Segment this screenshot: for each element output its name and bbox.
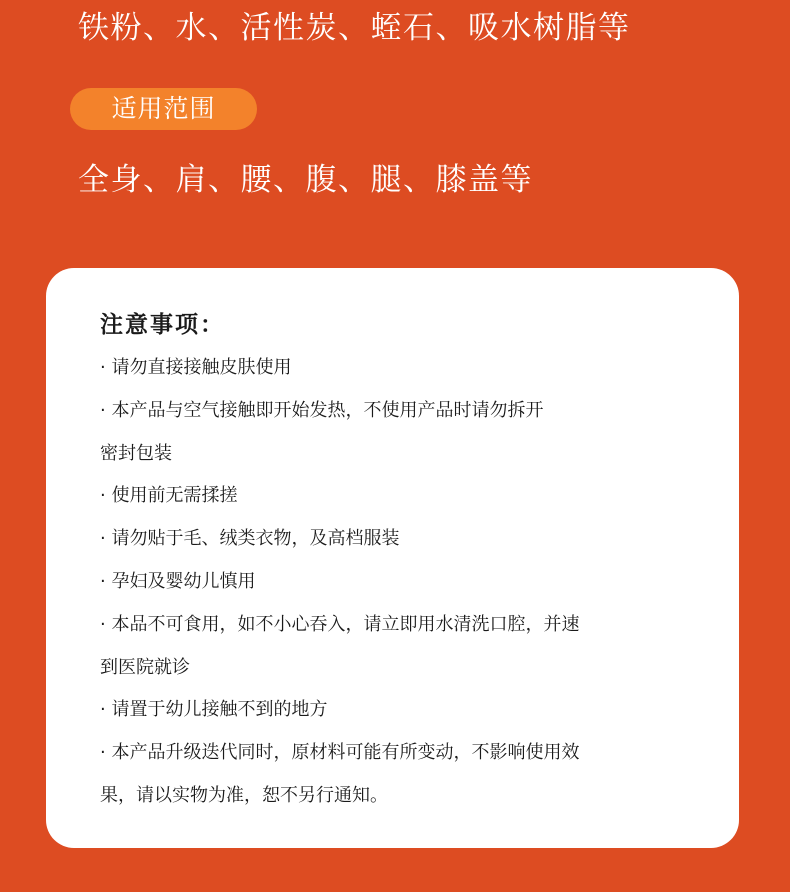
scope-label-pill: 适用范围 (70, 88, 257, 130)
notice-line: · 孕妇及婴幼儿慎用 (100, 570, 256, 592)
notice-title: 注意事项： (100, 312, 225, 338)
notice-line: · 请勿直接接触皮肤使用 (100, 357, 292, 378)
scope-text: 全身、肩、腰、腹、腿、膝盖等 (78, 162, 533, 198)
notice-line: · 使用前无需揉搓 (100, 485, 238, 507)
notice-list (100, 347, 700, 818)
notice-card (46, 268, 739, 848)
notice-line: 密封包装 (100, 442, 172, 464)
notice-line: · 本产品与空气接触即开始发热，不使用产品时请勿拆开 (100, 399, 544, 421)
ingredients-text: 铁粉、水、活性炭、蛭石、吸水树脂等 (78, 10, 631, 46)
notice-line: 果，请以实物为准，恕不另行通知。 (100, 784, 388, 806)
notice-line: 到医院就诊 (100, 656, 190, 678)
notice-line: · 本品不可食用，如不小心吞入，请立即用水清洗口腔，并速 (100, 613, 580, 635)
notice-line: · 请勿贴于毛、绒类衣物，及高档服装 (100, 528, 400, 550)
notice-line: · 本产品升级迭代同时，原材料可能有所变动，不影响使用效 (100, 742, 580, 764)
notice-line: · 请置于幼儿接触不到的地方 (100, 699, 328, 721)
